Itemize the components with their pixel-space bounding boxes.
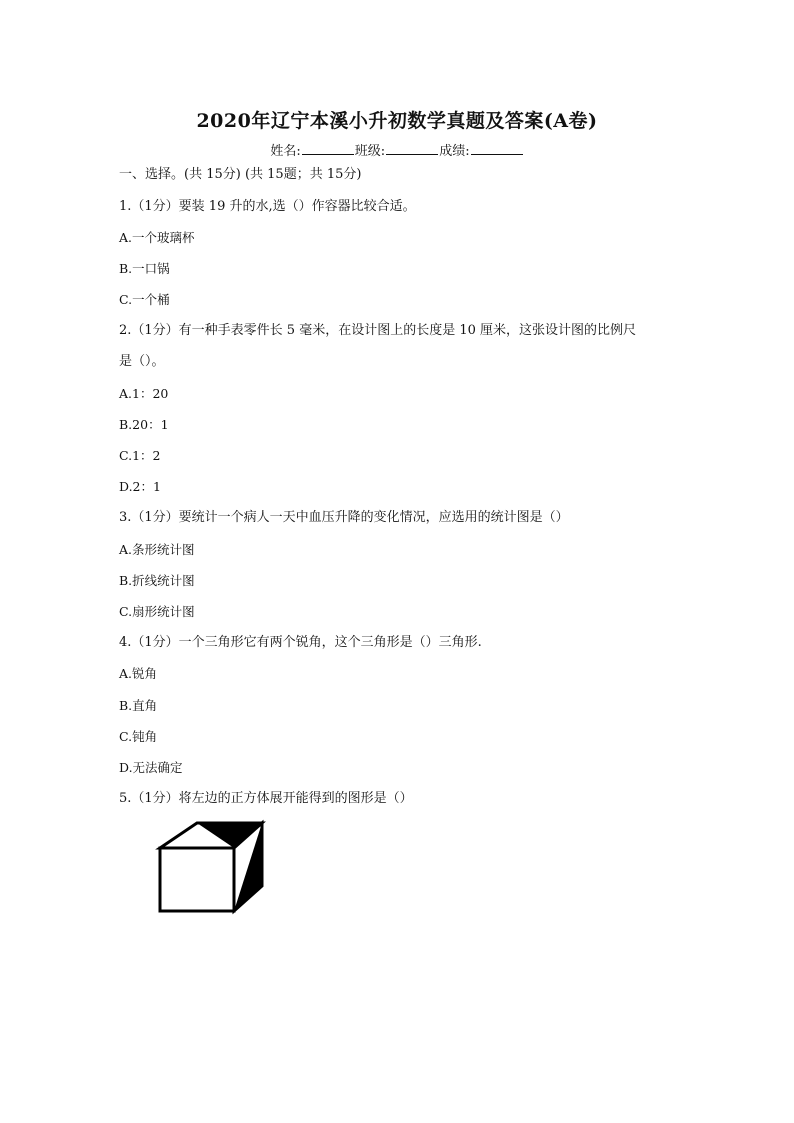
question-1-option-b: B.一口锅 xyxy=(119,261,170,276)
class-label: 班级: xyxy=(354,144,386,159)
question-3-option-a: A.条形统计图 xyxy=(119,542,195,557)
page-title: 2020年辽宁本溪小升初数学真题及答案(A卷) xyxy=(196,110,598,132)
question-2-option-a: A.1：20 xyxy=(119,386,169,401)
question-2-option-b: B.20：1 xyxy=(119,417,169,432)
question-3-option-c: C.扇形统计图 xyxy=(119,604,195,619)
question-4-option-d: D.无法确定 xyxy=(119,760,183,775)
class-blank[interactable] xyxy=(386,142,438,155)
cube-figure xyxy=(150,818,270,918)
section-heading: 一、选择。(共 15分) (共 15题；共 15分) xyxy=(119,167,362,182)
question-2-stem: 2.（1分）有一种手表零件长 5 毫米，在设计图上的长度是 10 厘米，这张设计图的比例尺 xyxy=(119,323,637,338)
score-label: 成绩: xyxy=(439,144,470,159)
question-2-option-d: D.2：1 xyxy=(119,479,161,494)
question-3-option-b: B.折线统计图 xyxy=(119,573,195,588)
question-4-option-c: C.钝角 xyxy=(119,729,158,744)
question-4-option-b: B.直角 xyxy=(119,698,158,713)
question-3-stem: 3.（1分）要统计一个病人一天中血压升降的变化情况，应选用的统计图是（） xyxy=(119,510,569,525)
name-blank[interactable] xyxy=(302,142,354,155)
question-1-option-a: A.一个玻璃杯 xyxy=(119,230,195,245)
question-5-stem: 5.（1分）将左边的正方体展开能得到的图形是（） xyxy=(119,791,413,806)
cube-front-face xyxy=(160,848,234,911)
name-label: 姓名: xyxy=(270,144,301,159)
score-blank[interactable] xyxy=(471,142,523,155)
question-2-stem-continued: 是（）。 xyxy=(119,354,165,369)
question-2-option-c: C.1：2 xyxy=(119,448,161,463)
question-4-stem: 4.（1分）一个三角形它有两个锐角，这个三角形是（）三角形. xyxy=(119,635,482,650)
student-info-line xyxy=(0,140,794,159)
question-1-stem: 1.（1分）要装 19 升的水,选（）作容器比较合适。 xyxy=(119,199,416,214)
question-1-option-c: C.一个桶 xyxy=(119,292,170,307)
question-4-option-a: A.锐角 xyxy=(119,666,158,681)
